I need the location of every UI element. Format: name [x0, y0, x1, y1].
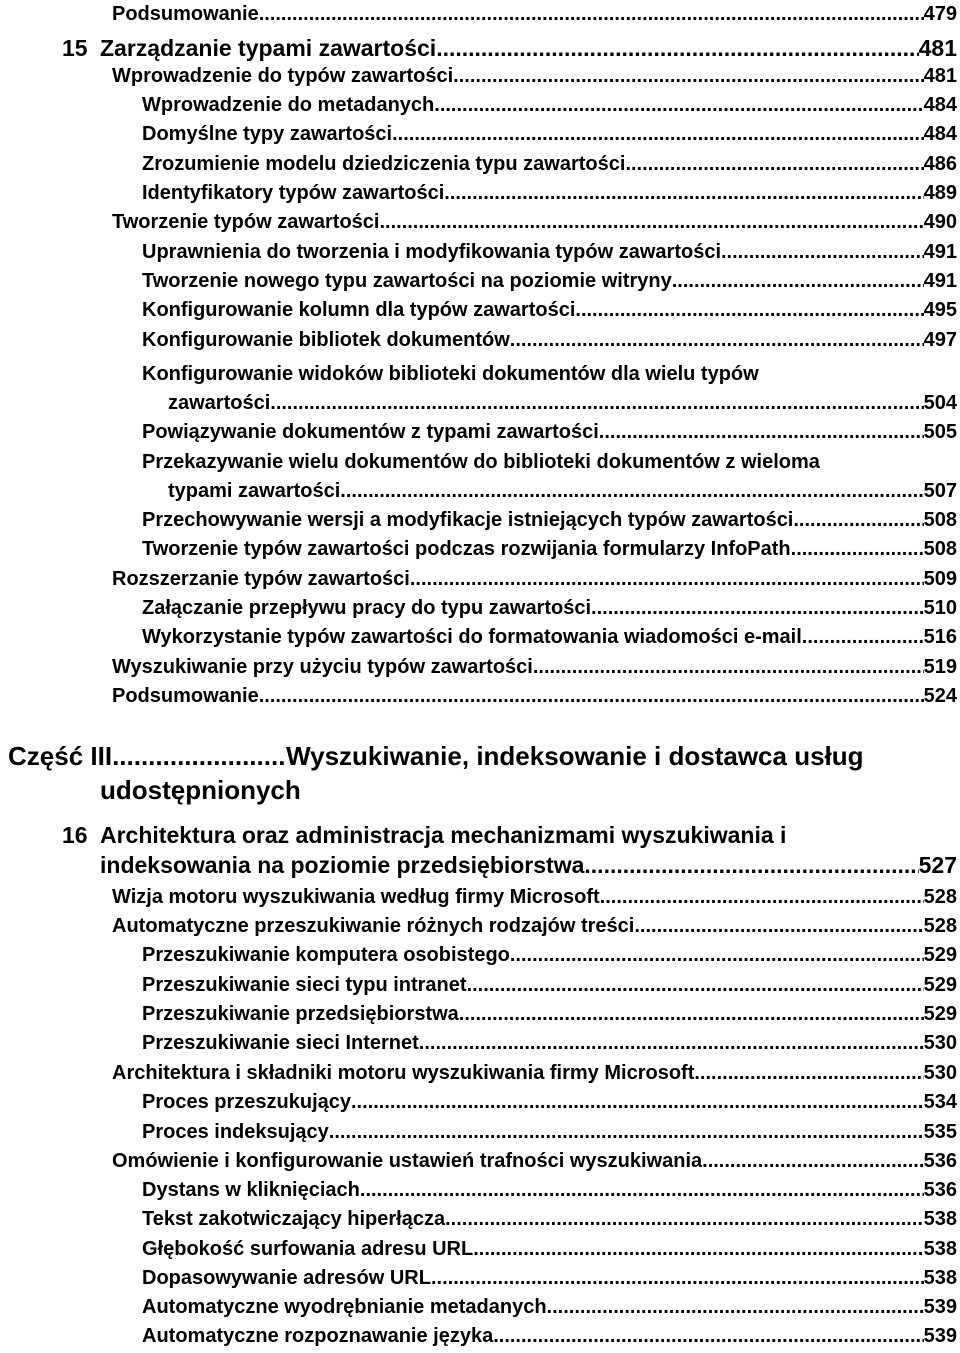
- toc-page-number: 534: [923, 1091, 957, 1113]
- toc-page-number: 538: [923, 1238, 957, 1260]
- leader-dots: [329, 1120, 924, 1144]
- toc-page-number: 538: [923, 1208, 957, 1230]
- toc-page-number: 524: [923, 685, 957, 707]
- toc-entry-title: Tekst zakotwiczający hiperłącza: [142, 1208, 446, 1230]
- toc-entry-title: Proces indeksujący: [142, 1121, 329, 1143]
- leader-dots: [493, 1324, 923, 1348]
- toc-entry: [0, 1207, 957, 1231]
- leader-dots: [584, 851, 918, 879]
- toc-page-number: 509: [923, 568, 957, 590]
- toc-entry-title: Automatyczne wyodrębnianie metadanych: [142, 1296, 547, 1318]
- toc-entry-title: Przeszukiwanie przedsiębiorstwa: [142, 1003, 459, 1025]
- toc-page-number: 538: [923, 1267, 957, 1289]
- leader-dots: [453, 64, 923, 88]
- chapter-number: 15: [62, 35, 88, 61]
- toc-entry: [0, 420, 957, 444]
- leader-dots: [259, 2, 924, 26]
- toc-entry-title: Identyfikatory typów zawartości: [142, 182, 445, 204]
- toc-page-number: 528: [923, 886, 957, 908]
- toc-entry: [0, 1295, 957, 1319]
- toc-entry-title: Omówienie i konfigurowanie ustawień trafności wyszukiwania: [112, 1150, 703, 1172]
- toc-page-number: 484: [923, 123, 957, 145]
- leader-dots: [575, 298, 923, 322]
- toc-entry: [0, 298, 957, 322]
- toc-entry-title: Wprowadzenie do typów zawartości: [112, 65, 454, 87]
- toc-entry: [0, 1178, 957, 1202]
- toc-page-number: 530: [923, 1032, 957, 1054]
- toc-entry-title: Dopasowywanie adresów URL: [142, 1267, 431, 1289]
- toc-entry-title-line2: typami zawartości: [168, 480, 341, 502]
- toc-page-number: 539: [923, 1296, 957, 1318]
- leader-dots: [259, 684, 924, 708]
- toc-page-number: 490: [923, 211, 957, 233]
- toc-entry-title: Rozszerzanie typów zawartości: [112, 568, 410, 590]
- chapter-number: 16: [62, 822, 88, 848]
- part-title-line1: Wyszukiwanie, indeksowanie i dostawca usług: [286, 741, 864, 771]
- toc-entry: [0, 537, 957, 561]
- toc-entry: [0, 1324, 957, 1348]
- toc-part-heading: [8, 740, 958, 772]
- leader-dots: [510, 943, 924, 967]
- toc-chapter-15: [0, 34, 957, 62]
- toc-entry: [0, 328, 957, 352]
- toc-entry: [0, 269, 957, 293]
- toc-entry: [0, 1149, 957, 1173]
- leader-dots: [599, 420, 924, 444]
- leader-dots: [340, 479, 923, 503]
- toc-entry: [0, 885, 957, 909]
- toc-chapter-16: [0, 851, 957, 879]
- chapter-title-line2: indeksowania na poziomie przedsiębiorstwa: [100, 852, 585, 878]
- toc-entry-title: Wizja motoru wyszukiwania według firmy Microsoft: [112, 886, 600, 908]
- toc-entry: [0, 914, 957, 938]
- leader-dots: [702, 1149, 923, 1173]
- toc-entry: [0, 1002, 957, 1026]
- toc-entry: [0, 1090, 957, 1114]
- toc-entry: [0, 93, 957, 117]
- chapter-title: Zarządzanie typami zawartości: [100, 35, 437, 61]
- toc-entry-title-line2: zawartości: [168, 392, 271, 414]
- toc-entry: [0, 655, 957, 679]
- leader-dots: [591, 596, 924, 620]
- toc-entry: [0, 625, 957, 649]
- toc-entry: [0, 596, 957, 620]
- leader-dots: [721, 240, 924, 264]
- toc-page-number: 486: [923, 153, 957, 175]
- toc-page-number: 508: [923, 509, 957, 531]
- toc-page-number: 481: [918, 35, 957, 61]
- toc-entry-title: Przeszukiwanie sieci Internet: [142, 1032, 419, 1054]
- toc-entry: [0, 567, 957, 591]
- toc-page-number: 530: [923, 1062, 957, 1084]
- toc-entry-title: Tworzenie typów zawartości podczas rozwijania formularzy InfoPath: [142, 538, 791, 560]
- leader-dots: [791, 537, 924, 561]
- toc-page-number: 479: [923, 3, 957, 25]
- toc-entry: [0, 684, 957, 708]
- leader-dots: [112, 740, 286, 772]
- toc-page-number: 529: [923, 974, 957, 996]
- leader-dots: [419, 1031, 924, 1055]
- toc-entry-title: Automatyczne rozpoznawanie języka: [142, 1325, 494, 1347]
- toc-entry-title: Konfigurowanie kolumn dla typów zawartości: [142, 299, 576, 321]
- toc-page-number: 484: [923, 94, 957, 116]
- toc-entry: [0, 122, 957, 146]
- leader-dots: [351, 1090, 924, 1114]
- leader-dots: [270, 391, 923, 415]
- toc-entry-title: Konfigurowanie bibliotek dokumentów: [142, 329, 510, 351]
- toc-entry-podsumowanie-479: [0, 2, 957, 26]
- toc-page-number: 481: [923, 65, 957, 87]
- leader-dots: [634, 914, 923, 938]
- toc-entry-title: Architektura i składniki motoru wyszukiwania firmy Microsoft: [112, 1062, 695, 1084]
- toc-entry-title: Przechowywanie wersji a modyfikacje istniejących typów zawartości: [142, 509, 794, 531]
- chapter-title-line1: Architektura oraz administracja mechanizmami wyszukiwania i: [100, 822, 787, 848]
- leader-dots: [625, 152, 923, 176]
- toc-page-number: 539: [923, 1325, 957, 1347]
- toc-entry: [0, 1266, 957, 1290]
- part-title-line2: udostępnionych: [100, 775, 301, 805]
- toc-entry-title: Uprawnienia do tworzenia i modyfikowania typów zawartości: [142, 241, 721, 263]
- toc-page-number: 505: [923, 421, 957, 443]
- toc-entry-title: Głębokość surfowania adresu URL: [142, 1238, 474, 1260]
- toc-page-number: 527: [918, 852, 957, 878]
- leader-dots: [431, 1266, 924, 1290]
- leader-dots: [802, 625, 924, 649]
- toc-page-number: 491: [923, 241, 957, 263]
- toc-page-number: 536: [923, 1150, 957, 1172]
- leader-dots: [434, 93, 923, 117]
- leader-dots: [444, 181, 923, 205]
- leader-dots: [410, 567, 924, 591]
- toc-entry: [0, 1061, 957, 1085]
- toc-entry-title: Tworzenie typów zawartości: [112, 211, 380, 233]
- toc-entry-title-line1: Konfigurowanie widoków biblioteki dokumentów dla wielu typów: [142, 363, 759, 385]
- toc-entry-title: Podsumowanie: [112, 3, 259, 25]
- leader-dots: [793, 508, 923, 532]
- toc-page-number: 489: [923, 182, 957, 204]
- toc-entry-title: Przeszukiwanie komputera osobistego: [142, 944, 510, 966]
- toc-entry-title: Tworzenie nowego typu zawartości na poziomie witryny: [142, 270, 672, 292]
- toc-page-number: 508: [923, 538, 957, 560]
- leader-dots: [533, 655, 924, 679]
- toc-entry-title: Dystans w kliknięciach: [142, 1179, 360, 1201]
- leader-dots: [600, 885, 924, 909]
- toc-page-number: 535: [923, 1121, 957, 1143]
- toc-entry-title: Wykorzystanie typów zawartości do formatowania wiadomości e-mail: [142, 626, 802, 648]
- toc-page-number: 536: [923, 1179, 957, 1201]
- toc-page-number: 516: [923, 626, 957, 648]
- toc-page-number: 507: [923, 480, 957, 502]
- toc-entry-title: Wprowadzenie do metadanych: [142, 94, 435, 116]
- toc-entry-title: Zrozumienie modelu dziedziczenia typu zawartości: [142, 153, 626, 175]
- leader-dots: [467, 973, 924, 997]
- toc-page-number: 529: [923, 944, 957, 966]
- toc-entry: [0, 1031, 957, 1055]
- toc-entry: [0, 1120, 957, 1144]
- leader-dots: [392, 122, 924, 146]
- leader-dots: [360, 1178, 924, 1202]
- toc-page-number: 528: [923, 915, 957, 937]
- toc-entry: [0, 1237, 957, 1261]
- toc-page-number: 495: [923, 299, 957, 321]
- toc-page-number: 510: [923, 597, 957, 619]
- leader-dots: [672, 269, 924, 293]
- toc-entry: [0, 508, 957, 532]
- toc-page-number: 519: [923, 656, 957, 678]
- leader-dots: [436, 34, 918, 62]
- toc-entry-title: Wyszukiwanie przy użyciu typów zawartości: [112, 656, 533, 678]
- leader-dots: [445, 1207, 924, 1231]
- toc-page-number: 529: [923, 1003, 957, 1025]
- part-label: Część III: [8, 741, 113, 771]
- toc-entry: [0, 943, 957, 967]
- leader-dots: [510, 328, 924, 352]
- toc-entry-title: Domyślne typy zawartości: [142, 123, 393, 145]
- leader-dots: [694, 1061, 923, 1085]
- toc-entry-title: Automatyczne przeszukiwanie różnych rodzajów treści: [112, 915, 635, 937]
- toc-entry: [0, 181, 957, 205]
- toc-entry: [0, 391, 957, 415]
- toc-page-number: 491: [923, 270, 957, 292]
- leader-dots: [379, 210, 923, 234]
- leader-dots: [473, 1237, 923, 1261]
- toc-entry-title: Załączanie przepływu pracy do typu zawartości: [142, 597, 592, 619]
- toc-entry: [0, 240, 957, 264]
- toc-entry-title: Przeszukiwanie sieci typu intranet: [142, 974, 467, 996]
- toc-entry: [0, 973, 957, 997]
- toc-entry-title-line1: Przekazywanie wielu dokumentów do biblioteki dokumentów z wieloma: [142, 451, 820, 473]
- toc-chapter-16-line1: [0, 821, 957, 849]
- leader-dots: [547, 1295, 924, 1319]
- toc-page-number: 504: [923, 392, 957, 414]
- toc-entry: [0, 479, 957, 503]
- toc-entry-title: Podsumowanie: [112, 685, 259, 707]
- toc-entry: [0, 210, 957, 234]
- toc-entry-title: Proces przeszukujący: [142, 1091, 351, 1113]
- toc-page-number: 497: [923, 329, 957, 351]
- toc-entry: [0, 64, 957, 88]
- toc-entry: [0, 152, 957, 176]
- leader-dots: [459, 1002, 924, 1026]
- toc-entry-title: Powiązywanie dokumentów z typami zawartości: [142, 421, 599, 443]
